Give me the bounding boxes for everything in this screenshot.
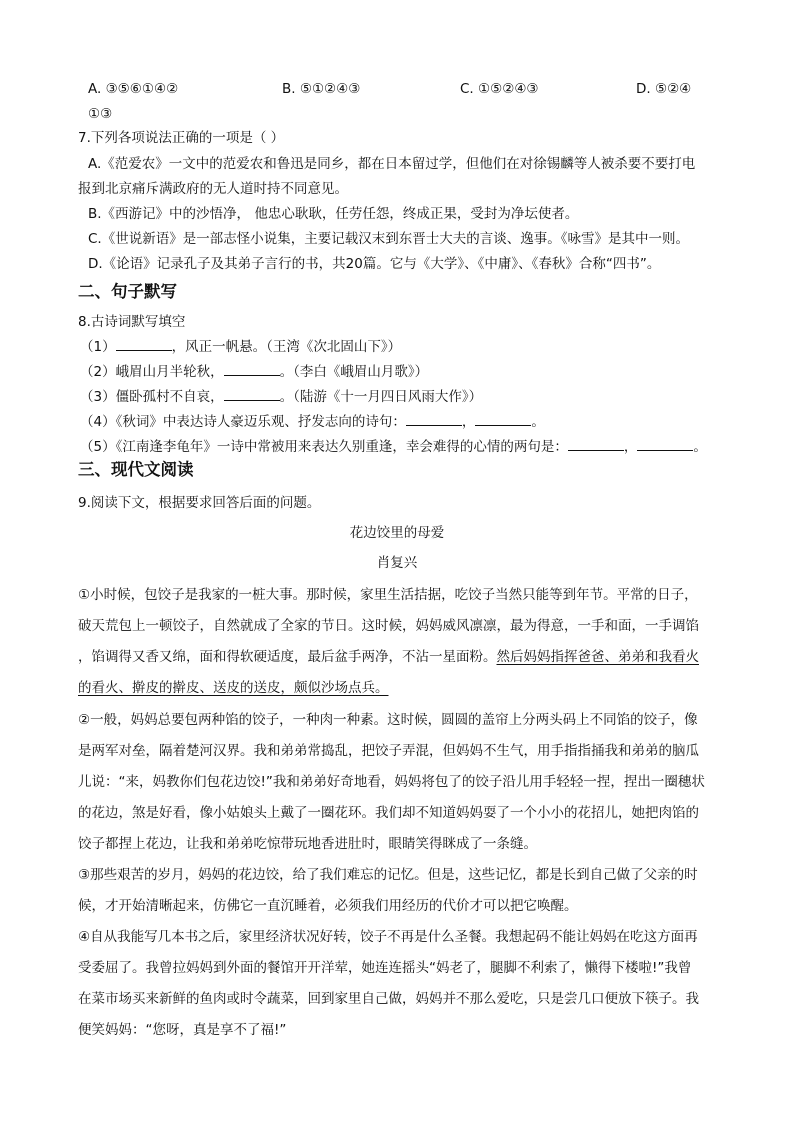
- q8-line3-source: 。（陆游《十一月四日风雨大作》）: [279, 389, 483, 405]
- p1-line3: [78, 645, 699, 669]
- article-author: 肖复兴: [376, 555, 418, 571]
- fill-blank[interactable]: [224, 386, 280, 401]
- p4-line2: 受委屈了。我曾拉妈妈到外面的餐馆开开洋荤，她连连摇头“妈老了，腿脚不利索了，懒得下楼啦!”我曾: [78, 960, 692, 976]
- p2-line3: 儿说：“来，妈教你们包花边饺!”我和弟弟好奇地看，妈妈将包了的饺子沿儿用手轻轻一捏，捏出一圈穗状: [78, 774, 705, 790]
- q8-line-4: [80, 411, 545, 432]
- fill-blank[interactable]: [475, 411, 531, 426]
- p3-line1: ③那些艰苦的岁月，妈妈的花边饺，给了我们难忘的记忆。但是，这些记忆，都是长到自己做了父亲的时: [78, 867, 698, 883]
- option-d[interactable]: D. ⑤②④: [636, 81, 692, 97]
- q8-line4-text: （4）《秋词》中表达诗人豪迈乐观、抒发志向的诗句：: [80, 414, 406, 430]
- underlined-sentence: 然后妈妈指挥爸爸、弟弟和我看火: [496, 649, 699, 665]
- fill-blank[interactable]: [224, 361, 280, 376]
- p1-line1: ①小时候，包饺子是我家的一桩大事。那时候，家里生活拮据，吃饺子当然只能等到年节。平常的日子，: [78, 587, 698, 603]
- article-title: 花边饺里的母爱: [349, 525, 445, 541]
- q8-line-5: [80, 436, 707, 457]
- q7-option-a-line1[interactable]: A.《范爱农》一文中的范爱农和鲁迅是同乡，都在日本留过学，但他们在对徐锡麟等人被杀要不要打电: [88, 156, 696, 172]
- p1-line3-text: ，馅调得又香又绵，面和得软硬适度，最后盆手两净，不沾一星面粉。: [78, 649, 497, 665]
- option-d-wrap: ①③: [88, 106, 113, 122]
- p3-line2: 候，才开始清晰起来，仿佛它一直沉睡着，必须我们用经历的代价才可以把它唤醒。: [78, 898, 578, 914]
- p1-line2: 破天荒包上一顿饺子，自然就成了全家的节日。这时候，妈妈威风凛凛，最为得意，一手和面，一手调馅: [78, 618, 699, 634]
- q7-option-a-line2: 报到北京痛斥满政府的无人道时持不同意见。: [78, 181, 348, 197]
- option-c[interactable]: C. ①⑤②④③: [460, 81, 539, 97]
- option-a[interactable]: A. ③⑤⑥①④②: [88, 81, 179, 97]
- q7-option-d[interactable]: D.《论语》记录孔子及其弟子言行的书，共20篇。它与《大学》、《中庸》、《春秋》合称“四书”。: [88, 256, 661, 272]
- q8-line-3: [80, 386, 482, 407]
- section-3-title: 三、现代文阅读: [78, 460, 194, 479]
- p4-line1: ④自从我能写几本书之后，家里经济状况好转，饺子不再是什么圣餐。我想起码不能让妈妈在吃这方面再: [78, 929, 698, 945]
- section-2-title: 二、句子默写: [78, 282, 177, 301]
- q8-line5-text: （5）《江南逢李龟年》一诗中常被用来表达久别重逢，幸会难得的心情的两句是：: [80, 439, 568, 455]
- p2-line4: 的花边，煞是好看，像小姑娘头上戴了一圈花环。我们却不知道妈妈耍了一个小小的花招儿，她把肉馅的: [78, 805, 699, 821]
- p4-line3: 在菜市场买来新鲜的鱼肉或时令蔬菜，回到家里自己做，妈妈并不那么爱吃，只是尝几口便放下筷子。我: [78, 991, 699, 1007]
- q8-line-1: [80, 336, 401, 357]
- fill-blank[interactable]: [406, 411, 462, 426]
- fill-blank[interactable]: [116, 336, 172, 351]
- option-b[interactable]: B. ⑤①②④③: [282, 81, 361, 97]
- q8-line-2: [80, 361, 428, 382]
- fill-blank[interactable]: [568, 436, 624, 451]
- q8-line4-comma: ，: [461, 414, 476, 430]
- q8-line4-end: 。: [531, 414, 545, 430]
- question-8-stem: 8.古诗词默写填空: [78, 314, 186, 330]
- fill-blank[interactable]: [637, 436, 693, 451]
- q8-line1-text: ，风正一帆悬。（王湾《次北固山下》）: [171, 339, 402, 355]
- question-9-stem: 9.阅读下文，根据要求回答后面的问题。: [78, 495, 321, 511]
- question-7-stem: 7.下列各项说法正确的一项是（ ）: [78, 130, 285, 146]
- p2-line5: 饺子都捏上花边，让我和弟弟吃惊带玩地香进肚时，眼睛笑得眯成了一条缝。: [78, 836, 537, 852]
- p4-line4: 便笑妈妈：“您呀，真是享不了福!”: [78, 1022, 287, 1038]
- q8-line2-source: 。（李白《峨眉山月歌》）: [279, 364, 429, 380]
- q8-line1-prefix: （1）: [80, 339, 116, 355]
- q8-line2-text: （2）峨眉山月半轮秋，: [80, 364, 224, 380]
- q7-option-c[interactable]: C.《世说新语》是一部志怪小说集，主要记载汉末到东晋士大夫的言谈、逸事。《咏雪》是其中一则。: [88, 231, 689, 247]
- q8-line5-comma: ，: [623, 439, 638, 455]
- p2-line2: 是两军对垒，隔着楚河汉界。我和弟弟常捣乱，把饺子弄混，但妈妈不生气，用手指指捅我和弟弟的脑瓜: [78, 743, 699, 759]
- q8-line5-end: 。: [693, 439, 707, 455]
- p2-line1: ②一般，妈妈总要包两种馅的饺子，一种肉一种素。这时候，圆圆的盖帘上分两头码上不同馅的饺子，像: [78, 712, 698, 728]
- q7-option-b[interactable]: B.《西游记》中的沙悟净， 他忠心耿耿，任劳任怨，终成正果，受封为净坛使者。: [88, 206, 579, 222]
- q8-line3-text: （3）僵卧孤村不自哀，: [80, 389, 224, 405]
- p1-line4-underlined: 的看火、擀皮的擀皮、送皮的送皮，颇似沙场点兵。: [78, 680, 389, 696]
